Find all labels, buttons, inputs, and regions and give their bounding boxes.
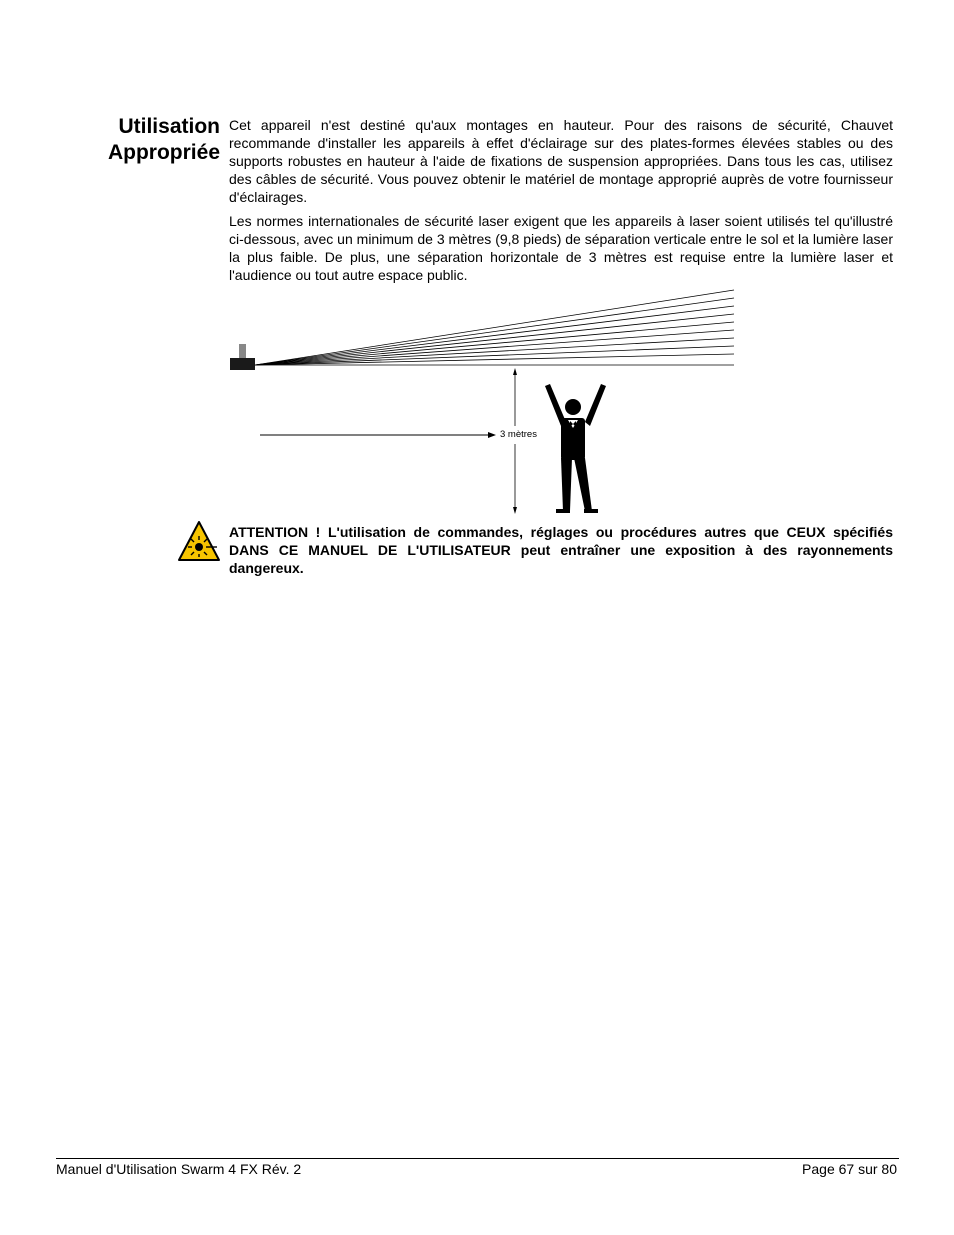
warning-text: ATTENTION ! L'utilisation de commandes, réglages ou procédures autres que CEUX spécifiés DANS CE MANUEL DE L'UTILISATEUR peut entraîner une exposition à des rayonnements dangereux.	[229, 524, 893, 576]
person-icon	[545, 384, 606, 513]
laser-fixture-icon	[230, 344, 255, 370]
section-title	[60, 114, 220, 166]
section-title-line1: Utilisation	[118, 115, 220, 138]
horizontal-dimension-arrow	[260, 432, 496, 438]
footer-page-number: Page 67 sur 80	[802, 1161, 897, 1177]
section-title-line2: Appropriée	[107, 141, 220, 164]
laser-warning-icon	[177, 520, 221, 562]
paragraph-laser-standards: Les normes internationales de sécurité laser exigent que les appareils à laser soient utilisés tel qu'illustré ci-dessous, avec un minimum de 3 mètres (9,8 pieds) de séparation verticale entre le sol et la lumière laser la plus faible. De plus, une séparation horizontale de 3 mètres est requise entre la lumière laser et l'audience ou tout autre espace public.	[229, 213, 893, 283]
footer-manual-title: Manuel d'Utilisation Swarm 4 FX Rév. 2	[56, 1161, 302, 1177]
footer-divider	[56, 1158, 899, 1159]
paragraph-mounting: Cet appareil n'est destiné qu'aux montages en hauteur. Pour des raisons de sécurité, Chauvet recommande d'installer les appareils à effet d'éclairage sur des plates-formes élevées stables ou des supports robustes en hauteur à l'aide de fixations de suspension appropriées. Dans tous les cas, utilisez des câbles de sécurité. Vous pouvez obtenir le matériel de montage approprié auprès de votre fournisseur d'éclairages.	[229, 117, 893, 205]
laser-clearance-diagram	[228, 286, 738, 516]
distance-label: 3 mètres	[500, 429, 537, 440]
vertical-dimension-arrow	[513, 368, 517, 514]
body-text	[229, 116, 893, 290]
laser-beams	[255, 290, 734, 365]
